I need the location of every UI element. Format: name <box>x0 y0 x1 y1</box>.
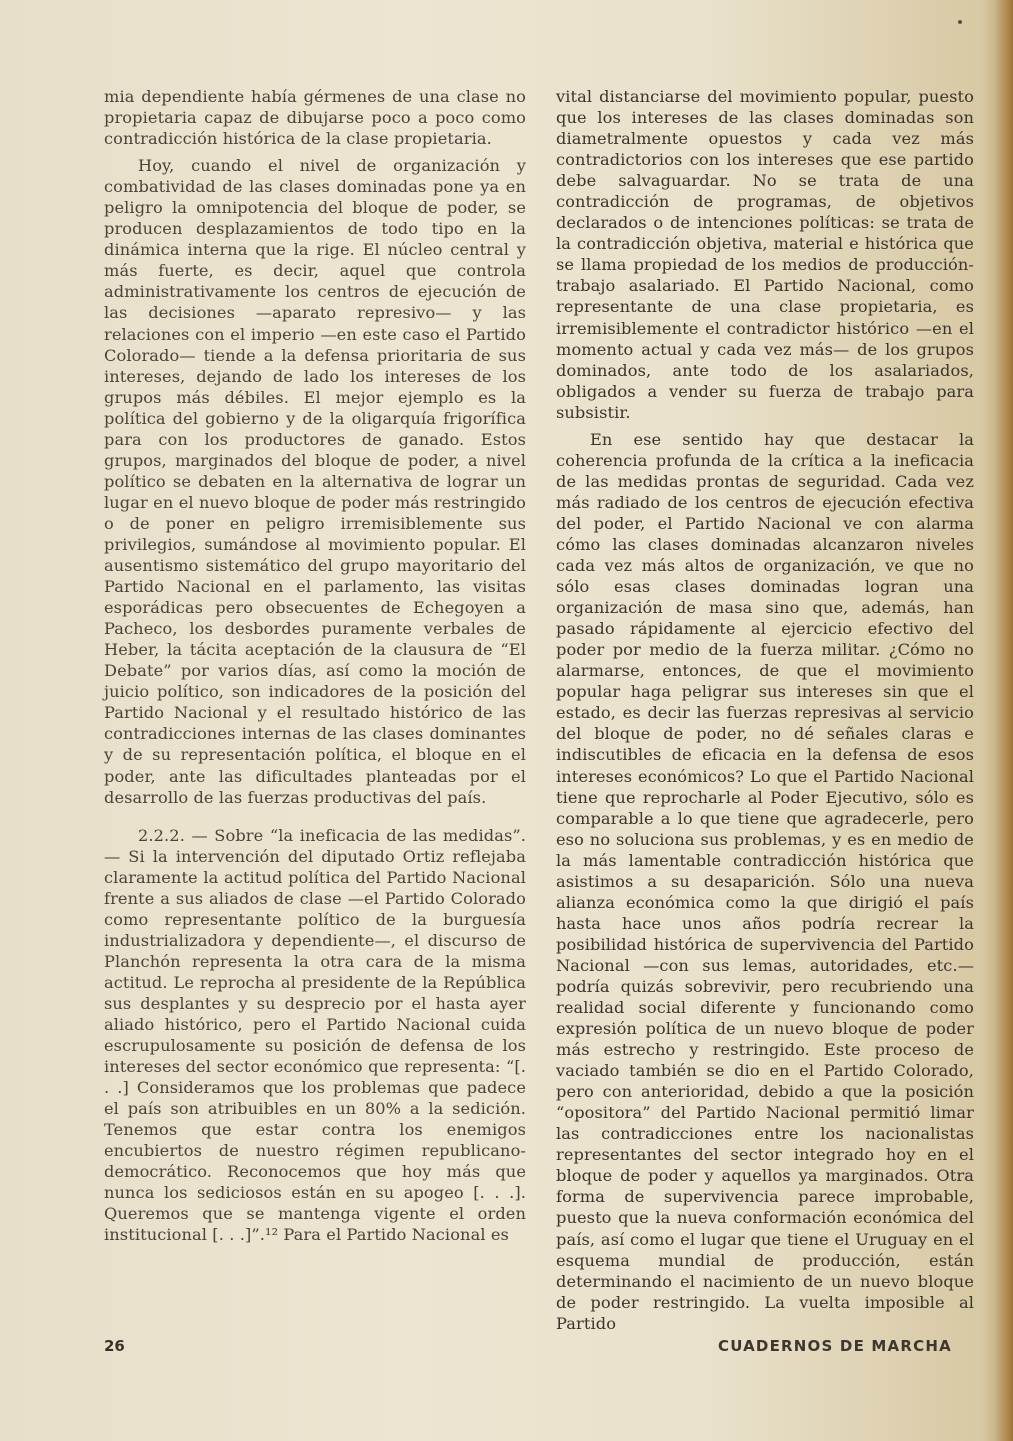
journal-title: CUADERNOS DE MARCHA <box>718 1337 952 1355</box>
page-edge-shadow <box>995 0 1013 1441</box>
right-text-column <box>556 86 974 1334</box>
section-2-2-2-paragraph: 2.2.2. — Sobre “la ineficacia de las medidas”. — Si la intervención del diputado Ortiz reflejaba claramente la actitud política del Partido Nacional frente a sus aliados de clase —el Partido Colorado como representante político de la burguesía industrializadora y dependiente—, el discurso de Planchón representa la otra cara de la misma actitud. Le reprocha al presidente de la República sus desplantes y su desprecio por el hasta ayer aliado histórico, pero el Partido Nacional cuida escrupulosamente su posición de defensa de los intereses del sector económico que representa: “[. . .] Consideramos que los problemas que padece el país son atribuibles en un 80% a la sedición. Tenemos que estar contra los enemigos encubiertos de nuestro régimen republicano-democrático. Reconocemos que hoy más que nunca los sediciosos están en su apogeo [. . .]. Queremos que se mantenga vigente el orden institucional [. . .]”.¹² Para el Partido Nacional es <box>104 825 526 1245</box>
ink-speck <box>958 20 962 24</box>
right-paragraph-1: vital distanciarse del movimiento popular, puesto que los intereses de las clases dominadas son diametralmente opuestos y cada vez más contradictorios con los intereses que ese partido debe salvaguardar. No se trata de una contradicción de programas, de objetivos declarados o de intenciones políticas: se trata de la contradicción objetiva, material e histórica que se llama propiedad de los medios de producción-trabajo asalariado. El Partido Nacional, como representante de una clase propietaria, es irremisiblemente el contradictor histórico —en el momento actual y cada vez más— de los grupos dominados, ante todo de los asalariados, obligados a vender su fuerza de trabajo para subsistir. <box>556 87 974 422</box>
left-paragraph-2: Hoy, cuando el nivel de organización y combatividad de las clases dominadas pone ya en peligro la omnipotencia del bloque de poder, se producen desplazamientos de todo tipo en la dinámica interna que la rige. El núcleo central y más fuerte, es decir, aquel que controla administrativamente los centros de ejecución de las decisiones —aparato represivo— y las relaciones con el imperio —en este caso el Partido Colorado— tiende a la defensa prioritaria de sus intereses, dejando de lado los intereses de los grupos más débiles. El mejor ejemplo es la política del gobierno y de la oligarquía frigorífica para con los productores de ganado. Estos grupos, marginados del bloque de poder, a nivel político se debaten en la alternativa de lograr un lugar en el nuevo bloque de poder más restringido o de poner en peligro irremisiblemente sus privilegios, sumándose al movimiento popular. El ausentismo sistemático del grupo mayoritario del Partido Nacional en el parlamento, las visitas esporádicas pero obsecuentes de Echegoyen a Pacheco, los desbordes puramente verbales de Heber, la tácita aceptación de la clausura de “El Debate” por varios días, así como la moción de juicio político, son indicadores de la posición del Partido Nacional y el resultado histórico de las contradicciones internas de las clases dominantes y de su representación política, el bloque en el poder, ante las dificultades planteadas por el desarrollo de las fuerzas productivas del país. <box>104 156 526 807</box>
page-number: 26 <box>104 1337 125 1355</box>
right-paragraph-2: En ese sentido hay que destacar la coherencia profunda de la crítica a la ineficacia de las medidas prontas de seguridad. Cada vez más radiado de los centros de ejecución efectiva del poder, el Partido Nacional ve con alarma cómo las clases dominadas alcanzaron niveles cada vez más altos de organización, ve que no sólo esas clases dominadas logran una organización de masa sino que, además, han pasado rápidamente al ejercicio efectivo del poder por medio de la fuerza militar. ¿Cómo no alarmarse, entonces, de que el movimiento popular haga peligrar sus intereses sin que el estado, es decir las fuerzas represivas al servicio del bloque de poder, no dé señales claras e indiscutibles de eficacia en la defensa de esos intereses económicos? Lo que el Partido Nacional tiene que reprocharle al Poder Ejecutivo, sólo es comparable a lo que tiene que agradecerle, pero eso no soluciona sus problemas, y es en medio de la más lamentable contradicción histórica que asistimos a su desaparición. Sólo una nueva alianza económica como la que dirigió el país hasta hace unos años podría recrear la posibilidad histórica de supervivencia del Partido Nacional —con sus lemas, autoridades, etc.— podría quizás sobrevivir, pero recubriendo una realidad social diferente y funcionando como expresión política de un nuevo bloque de poder más estrecho y restringido. Este proceso de vaciado también se dio en el Partido Colorado, pero con anterioridad, debido a que la posición “opositora” del Partido Nacional permitió limar las contradicciones entre los nacionalistas representantes del sector integrado hoy en el bloque de poder y aquellos ya marginados. Otra forma de supervivencia parece improbable, puesto que la nueva conformación económica del país, así como el lugar que tiene el Uruguay en el esquema mundial de producción, están determinando el nacimiento de un nuevo bloque de poder restringido. La vuelta imposible al Partido <box>556 429 974 1333</box>
left-text-column <box>104 86 526 1246</box>
left-paragraph-1: mia dependiente había gérmenes de una clase no propietaria capaz de dibujarse poco a poco como contradicción histórica de la clase propietaria. <box>104 87 526 149</box>
